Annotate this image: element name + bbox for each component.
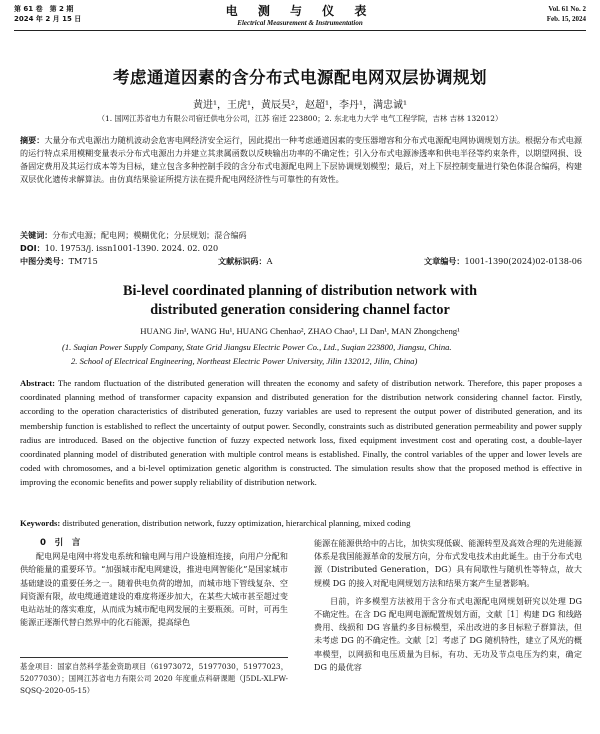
affiliations-en (62, 340, 580, 368)
header-right (547, 5, 586, 24)
funding-footnote: 基金项目：国家自然科学基金资助项目（61973072，51977030，51977023，52077030）；国网江苏省电力有限公司 2020 年度重点科研课题（J5DL-XLFW-SQSQ-2020-05-15） (20, 662, 288, 695)
volume-issue-cn: 第 61 卷 第 2 期 (14, 5, 74, 13)
body-column-right (314, 537, 582, 674)
journal-name-cn: 电 测 与 仪 表 (225, 4, 375, 18)
authors-cn: 黄进¹，王虎¹，黄辰昊²，赵超¹，李丹¹，满忠诚¹ (192, 100, 408, 111)
intro-paragraph-2: 目前，许多模型方法被用于含分布式电源配电网规划研究以处理 DG 不确定性。在含 DG 配电网电源配置规划方面，文献［1］构建 DG 和线路费用、线损和 DG 容量约多目标模型，采出改进的多目标粒子群算法，但未考虑 DG 的不确定性。文献［2］考虑了 DG 随机特性，建立了风光的概率模型，以网损和电压质量为目标，有功、无功及节点电压为约束，确定 DG 的最优容 (314, 595, 582, 672)
doi-text: 10. 19753/j. issn1001-1390. 2024. 02. 020 (44, 243, 219, 253)
clc-value: TM715 (68, 256, 98, 266)
authors-en: HUANG Jin¹, WANG Hu¹, HUANG Chenhao², ZHAO Chao¹, LI Dan¹, MAN Zhongcheng¹ (140, 326, 460, 336)
paper-title-en-text: Bi-level coordinated planning of distribution network with distributed generation considering channel factor (123, 283, 477, 318)
abstract-en-text: The random fluctuation of the distributed generation will threaten the economy and safety of distribution network. Therefore, this paper proposes a coordinated planning method of transformer capacity expansion and distributed generation for the distribution network considering channel factor. Firstly, according to the operation characteristics of distributed generation, fuzzy variables are used to represent the output power of distributed generation, and its membership function is established to reflect the uncertainty of output power. Secondly, constraints such as distributed generation permeability and power supply radius are introduced. Based on the objective function of fuzzy expected network loss, fixed equipment investment cost and operating cost, a double-layer coordinated planning model of distributed generation with multiple control means is established. Finally, the control variables of the upper and lower levels are coded with chromosomes, and a bi-level optimization genetic algorithm is constructed. The simulation results show that the proposed method is effective in improving the economic benefits and power supply reliability of distribution network. (20, 378, 582, 488)
doi (20, 242, 218, 255)
abstract-en-label: Abstract: (20, 378, 55, 388)
doi-label: DOI： (20, 243, 45, 253)
intro-paragraph-1: 配电网是电网中将发电系统和输电网与用户设施相连接，向用户分配和供给能量的重要环节。“加强城市配电网建设，推进电网智能化”是国家城市基础建设的重要任务之一。随着供电负荷的增加，而城市地下管线复杂、空间资源有限，故电缆通道建设的难度将逐步加大，在某些大城市甚至超过变电站站址的落实难度，从而成为城市配电网发展的主要瓶颈。可时，可再生能源正逐渐代替白然界中的化石能源，提高绿色 (20, 551, 288, 628)
article-no-value: 1001-1390(2024)02-0138-06 (464, 256, 582, 266)
affiliation-en-2: 2. School of Electrical Engineering, Northeast Electric Power University, Jilin 132012, Jilin, China) (71, 356, 418, 366)
clc-label: 中图分类号： (20, 256, 69, 266)
keywords-en (20, 517, 582, 530)
paper-title-cn: 考虑通道因素的含分布式电源配电网双层协调规划 (113, 68, 487, 87)
clc-number (20, 255, 98, 268)
volume-issue-en: Vol. 61 No. 2 (548, 5, 586, 13)
abstract-en (20, 376, 582, 490)
affiliation-en-1: (1. Suqian Power Supply Company, State Grid Jiangsu Electric Power Co., Ltd., Suqian 223800, Jiangsu, China. (62, 342, 452, 352)
header-rule (14, 30, 586, 31)
journal-header (14, 5, 586, 29)
document-code (218, 255, 272, 268)
paper-title-en (0, 282, 600, 320)
journal-name-en: Electrical Measurement & Instrumentation (237, 19, 363, 27)
classification-row (20, 255, 582, 268)
article-number (424, 255, 582, 268)
affiliations-cn: （1. 国网江苏省电力有限公司宿迁供电分公司，江苏 宿迁 223800；2. 东北电力大学 电气工程学院，吉林 吉林 132012） (97, 114, 503, 123)
keywords-cn-label: 关键词： (20, 230, 53, 240)
body-column-left (20, 537, 288, 629)
doc-code-label: 文献标识码： (218, 256, 267, 266)
abstract-cn-label: 摘要： (20, 135, 45, 145)
intro-paragraph-1-continued: 能源在能源供给中的占比，加快实现低碳、能源转型及高效合理的先进能源体系是我国能源革命的发展方向，分布式发电技术由此诞生。由于分布式电源（Distributed Generation，DG）具有间歇性与随机性等特点，故大规模 DG 的接入对配电网规划方法和结果方案产生显著影响。 (314, 538, 582, 588)
article-no-label: 文章编号： (424, 256, 465, 266)
doc-code-value: A (266, 256, 273, 266)
keywords-en-label: Keywords: (20, 518, 61, 528)
header-center (14, 5, 586, 28)
date-en: Feb. 15, 2024 (546, 14, 586, 23)
keywords-cn (20, 229, 582, 242)
keywords-cn-text: 分布式电源；配电网；模糊优化；分层规划；混合编码 (52, 230, 247, 240)
keywords-en-text: distributed generation, distribution network, fuzzy optimization, hierarchical planning, mixed coding (62, 518, 411, 528)
abstract-cn (20, 134, 582, 186)
abstract-cn-text: 大量分布式电源出力随机波动会危害电网经济安全运行，因此提出一种考虑通道因素的变压器增容和分布式电源配电网协调规划方法。根据分布式电源的运行特点采用模糊变量表示分布式电源出力并建立其隶属函数以反映输出功率的不确定性；引入分布式电源渗透率和供电半径等约束条件，以期望网损、设备固定费用及其运行成本等为目标，建立包含多种控制手段的含分布式电源配电网上下层协调规划模型；最后，对上下层控制变量进行染色体混合编码，构建双层优化遗传求解算法。由仿真结果验证所提方法在提升配电网经济性与可靠性的有效性。 (20, 135, 582, 184)
section-heading-introduction: 0 引 言 (40, 538, 81, 548)
date-cn: 2024 年 2 月 15 日 (14, 14, 82, 23)
footnote-rule (20, 657, 288, 658)
